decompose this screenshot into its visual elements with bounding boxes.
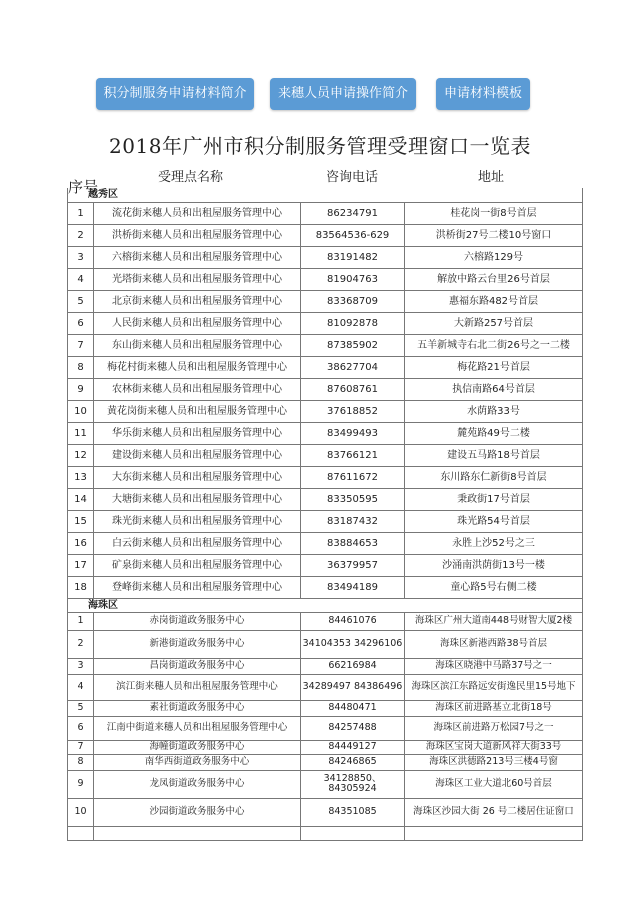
cell-name: 龙凤街道政务服务中心 — [94, 770, 301, 798]
cell-no: 9 — [68, 770, 94, 798]
table-row — [68, 658, 583, 674]
cell-name: 沙园街道政务服务中心 — [94, 798, 301, 826]
cell-name: 江南中街道来穗人员和出租屋服务管理中心 — [94, 716, 301, 740]
templates-button[interactable]: 申请材料模板 — [436, 78, 530, 110]
cell-phone: 37618852 — [301, 400, 405, 422]
cell-no: 6 — [68, 716, 94, 740]
cell-name: 滨江街来穗人员和出租屋服务管理中心 — [94, 674, 301, 700]
cell-address: 梅花路21号首层 — [405, 356, 583, 378]
cell-address: 珠光路54号首层 — [405, 510, 583, 532]
cell-name: 白云街来穗人员和出租屋服务管理中心 — [94, 532, 301, 554]
cell-phone: 84257488 — [301, 716, 405, 740]
cell-phone: 66216984 — [301, 658, 405, 674]
cell-phone: 84480471 — [301, 700, 405, 716]
cell-address: 麓苑路49号二楼 — [405, 422, 583, 444]
cell-address: 永胜上沙52号之三 — [405, 532, 583, 554]
table-row — [68, 312, 583, 334]
cell-no: 4 — [68, 268, 94, 290]
cell-address: 海珠区前进路万松园7号之一 — [405, 716, 583, 740]
cell-phone: 84461076 — [301, 612, 405, 630]
cell-address: 童心路5号右侧二楼 — [405, 576, 583, 598]
empty-cell — [301, 826, 405, 840]
table-row — [68, 532, 583, 554]
cell-address: 海珠区前进路基立北街18号 — [405, 700, 583, 716]
cell-no: 3 — [68, 246, 94, 268]
table-row — [68, 202, 583, 224]
intro-materials-button[interactable]: 积分制服务申请材料简介 — [96, 78, 254, 110]
cell-address: 秉政街17号首层 — [405, 488, 583, 510]
table-row-empty — [68, 826, 583, 840]
cell-phone: 84351085 — [301, 798, 405, 826]
cell-phone: 38627704 — [301, 356, 405, 378]
operation-guide-button[interactable]: 来穗人员申请操作简介 — [270, 78, 416, 110]
cell-no: 2 — [68, 224, 94, 246]
cell-name: 六榕街来穗人员和出租屋服务管理中心 — [94, 246, 301, 268]
cell-phone: 83766121 — [301, 444, 405, 466]
cell-no: 10 — [68, 400, 94, 422]
page-title: 2018年广州市积分制服务管理受理窗口一览表 — [109, 134, 531, 158]
cell-no: 7 — [68, 740, 94, 754]
cell-no: 2 — [68, 630, 94, 658]
table-row — [68, 224, 583, 246]
cell-name: 大塘街来穗人员和出租屋服务管理中心 — [94, 488, 301, 510]
table-row — [68, 554, 583, 576]
cell-no: 13 — [68, 466, 94, 488]
cell-address: 执信南路64号首层 — [405, 378, 583, 400]
cell-name: 素社街道政务服务中心 — [94, 700, 301, 716]
cell-no: 15 — [68, 510, 94, 532]
table-row — [68, 466, 583, 488]
cell-no: 1 — [68, 612, 94, 630]
table-row — [68, 770, 583, 798]
cell-address: 六榕路129号 — [405, 246, 583, 268]
cell-name: 黄花岗街来穗人员和出租屋服务管理中心 — [94, 400, 301, 422]
cell-no: 14 — [68, 488, 94, 510]
cell-name: 光塔街来穗人员和出租屋服务管理中心 — [94, 268, 301, 290]
section-row — [68, 598, 583, 612]
cell-address: 海珠区宝岗大道新风祥大街33号 — [405, 740, 583, 754]
header-no: 序号 — [68, 178, 99, 196]
service-window-table — [67, 188, 583, 841]
table-row — [68, 444, 583, 466]
cell-phone: 34128850、84305924 — [301, 770, 405, 798]
cell-address: 海珠区新港西路38号首层 — [405, 630, 583, 658]
cell-name: 人民街来穗人员和出租屋服务管理中心 — [94, 312, 301, 334]
cell-no: 8 — [68, 754, 94, 770]
cell-address: 大新路257号首层 — [405, 312, 583, 334]
cell-address: 水荫路33号 — [405, 400, 583, 422]
cell-address: 洪桥街27号二楼10号窗口 — [405, 224, 583, 246]
cell-phone: 83884653 — [301, 532, 405, 554]
cell-address: 海珠区滨江东路远安街逸民里15号地下 — [405, 674, 583, 700]
table-row — [68, 400, 583, 422]
cell-phone: 83191482 — [301, 246, 405, 268]
cell-no: 16 — [68, 532, 94, 554]
cell-phone: 34104353 34296106 — [301, 630, 405, 658]
cell-name: 东山街来穗人员和出租屋服务管理中心 — [94, 334, 301, 356]
table-row — [68, 378, 583, 400]
table-row — [68, 356, 583, 378]
table-row — [68, 700, 583, 716]
empty-cell — [68, 826, 94, 840]
header-phone: 咨询电话 — [326, 170, 379, 185]
cell-phone: 83350595 — [301, 488, 405, 510]
table-row — [68, 630, 583, 658]
cell-no: 9 — [68, 378, 94, 400]
table-row — [68, 246, 583, 268]
cell-phone: 83564536-629 — [301, 224, 405, 246]
cell-address: 海珠区洪德路213号三楼4号窗 — [405, 754, 583, 770]
cell-no: 10 — [68, 798, 94, 826]
cell-phone: 81904763 — [301, 268, 405, 290]
table-row — [68, 674, 583, 700]
cell-no: 7 — [68, 334, 94, 356]
cell-no: 17 — [68, 554, 94, 576]
cell-name: 农林街来穗人员和出租屋服务管理中心 — [94, 378, 301, 400]
table-row — [68, 290, 583, 312]
cell-name: 新港街道政务服务中心 — [94, 630, 301, 658]
table-row — [68, 798, 583, 826]
cell-address: 沙涌南洪荫街13号一楼 — [405, 554, 583, 576]
cell-no: 8 — [68, 356, 94, 378]
cell-no: 11 — [68, 422, 94, 444]
cell-name: 南华西街道政务服务中心 — [94, 754, 301, 770]
cell-address: 海珠区沙园大街 26 号二楼居住证窗口 — [405, 798, 583, 826]
table-row — [68, 754, 583, 770]
table-row — [68, 422, 583, 444]
cell-no: 4 — [68, 674, 94, 700]
section-row — [68, 188, 583, 202]
cell-name: 矿泉街来穗人员和出租屋服务管理中心 — [94, 554, 301, 576]
cell-no: 1 — [68, 202, 94, 224]
cell-name: 大东街来穗人员和出租屋服务管理中心 — [94, 466, 301, 488]
empty-cell — [94, 826, 301, 840]
cell-phone: 84449127 — [301, 740, 405, 754]
table-row — [68, 334, 583, 356]
cell-address: 建设五马路18号首层 — [405, 444, 583, 466]
cell-name: 华乐街来穗人员和出租屋服务管理中心 — [94, 422, 301, 444]
cell-address: 解放中路云台里26号首层 — [405, 268, 583, 290]
cell-no: 12 — [68, 444, 94, 466]
table-row — [68, 488, 583, 510]
header-name: 受理点名称 — [158, 170, 224, 185]
table-row — [68, 612, 583, 630]
section-name: 越秀区 — [68, 188, 583, 202]
cell-phone: 83187432 — [301, 510, 405, 532]
cell-no: 5 — [68, 700, 94, 716]
cell-address: 惠福东路482号首层 — [405, 290, 583, 312]
section-name: 海珠区 — [68, 598, 583, 612]
cell-name: 登峰街来穗人员和出租屋服务管理中心 — [94, 576, 301, 598]
cell-phone: 84246865 — [301, 754, 405, 770]
table-row — [68, 510, 583, 532]
cell-no: 3 — [68, 658, 94, 674]
cell-name: 海幢街道政务服务中心 — [94, 740, 301, 754]
table-row — [68, 576, 583, 598]
cell-name: 赤岗街道政务服务中心 — [94, 612, 301, 630]
empty-cell — [405, 826, 583, 840]
cell-name: 梅花村街来穗人员和出租屋服务管理中心 — [94, 356, 301, 378]
cell-phone: 87611672 — [301, 466, 405, 488]
cell-address: 东川路东仁新街8号首层 — [405, 466, 583, 488]
cell-address: 桂花岗一街8号首层 — [405, 202, 583, 224]
cell-phone: 83494189 — [301, 576, 405, 598]
table-row — [68, 716, 583, 740]
cell-address: 海珠区广州大道南448号财智大厦2楼 — [405, 612, 583, 630]
cell-phone: 86234791 — [301, 202, 405, 224]
cell-no: 18 — [68, 576, 94, 598]
cell-name: 建设街来穗人员和出租屋服务管理中心 — [94, 444, 301, 466]
cell-phone: 87608761 — [301, 378, 405, 400]
header-address: 地址 — [478, 170, 505, 185]
cell-name: 昌岗街道政务服务中心 — [94, 658, 301, 674]
cell-no: 6 — [68, 312, 94, 334]
cell-phone: 81092878 — [301, 312, 405, 334]
cell-address: 五羊新城寺右北二街26号之一二楼 — [405, 334, 583, 356]
cell-no: 5 — [68, 290, 94, 312]
cell-phone: 87385902 — [301, 334, 405, 356]
table-row — [68, 268, 583, 290]
cell-phone: 83499493 — [301, 422, 405, 444]
cell-name: 珠光街来穗人员和出租屋服务管理中心 — [94, 510, 301, 532]
cell-phone: 36379957 — [301, 554, 405, 576]
cell-name: 流花街来穗人员和出租屋服务管理中心 — [94, 202, 301, 224]
cell-phone: 83368709 — [301, 290, 405, 312]
table-row — [68, 740, 583, 754]
cell-address: 海珠区工业大道北60号首层 — [405, 770, 583, 798]
cell-name: 北京街来穗人员和出租屋服务管理中心 — [94, 290, 301, 312]
cell-name: 洪桥街来穗人员和出租屋服务管理中心 — [94, 224, 301, 246]
cell-address: 海珠区晓港中马路37号之一 — [405, 658, 583, 674]
cell-phone: 34289497 84386496 — [301, 674, 405, 700]
